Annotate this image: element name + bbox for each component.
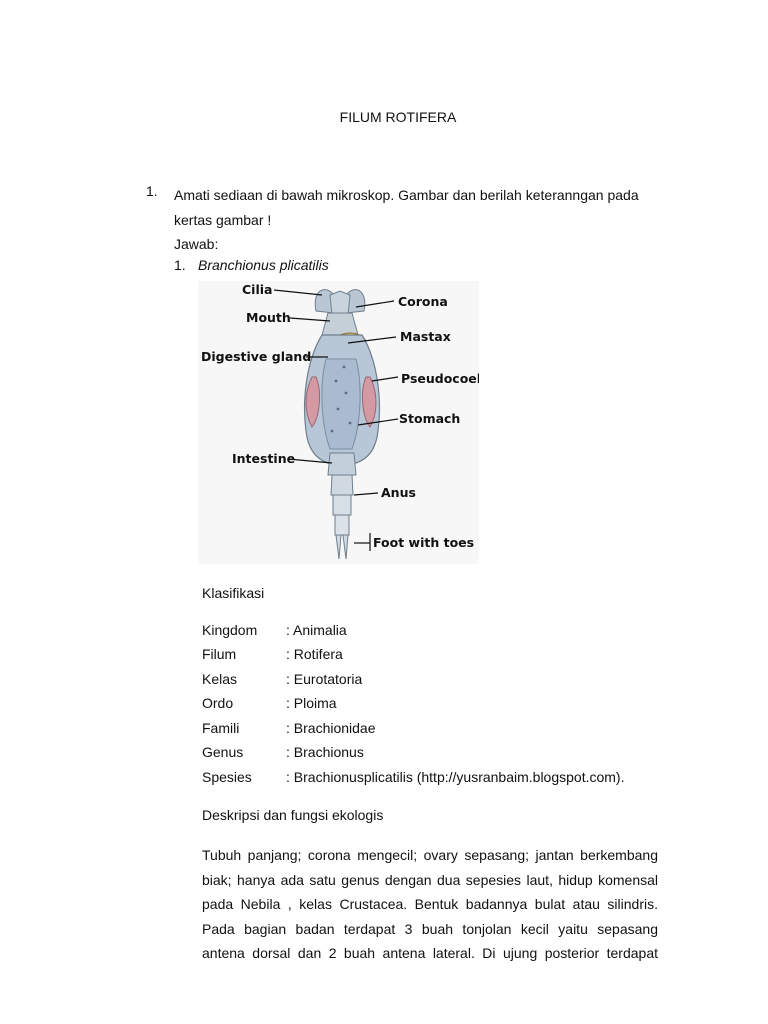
classification-value: : Eurotatoria — [286, 671, 363, 687]
label-mouth: Mouth — [246, 310, 291, 325]
label-mastax: Mastax — [400, 329, 451, 344]
classification-heading: Klasifikasi — [202, 585, 265, 601]
classification-row — [202, 720, 376, 737]
classification-value: : Ploima — [286, 695, 337, 711]
classification-key: Kingdom — [202, 622, 258, 638]
classification-key: Kelas — [202, 671, 238, 687]
description-line: biak; hanya ada satu genus dengan dua sepesies laut, hidup komensal — [202, 871, 658, 888]
page-title: FILUM ROTIFERA — [339, 109, 457, 125]
label-corona: Corona — [398, 294, 448, 309]
classification-key: Filum — [202, 646, 237, 662]
label-intestine: Intestine — [232, 451, 296, 466]
description-line: pada Nebila , kelas Crustacea. Bentuk badannya bulat atau silindris. — [202, 896, 658, 912]
answer-label: Jawab: — [174, 236, 219, 252]
classification-value: : Brachionusplicatilis (http://yusranbaim.blogspot.com). — [286, 769, 625, 785]
classification-row — [202, 646, 343, 663]
classification-row — [202, 695, 337, 712]
description-line: antena dorsal dan 2 buah antena lateral. Di ujung posterior terdapat — [202, 945, 658, 961]
classification-key: Ordo — [202, 695, 234, 711]
description-line: Pada bagian badan terdapat 3 buah tonjolan kecil yaitu sepasang — [202, 920, 658, 937]
label-cilia: Cilia — [242, 282, 273, 297]
classification-key: Genus — [202, 744, 244, 760]
classification-row — [202, 622, 347, 639]
label-foot-with-toes: Foot with toes — [373, 535, 475, 550]
classification-value: : Animalia — [286, 622, 347, 638]
label-digestive-gland: Digestive gland — [201, 349, 312, 364]
question-number: 1. — [146, 183, 158, 199]
label-anus: Anus — [381, 485, 416, 500]
classification-value: : Rotifera — [286, 646, 343, 662]
question-line-1: Amati sediaan di bawah mikroskop. Gambar dan berilah keteranngan pada — [174, 187, 639, 203]
question-line-2: kertas gambar ! — [174, 211, 272, 228]
description-line: Tubuh panjang; corona mengecil; ovary sepasang; jantan berkembang — [202, 847, 658, 863]
item-number: 1. — [174, 257, 186, 273]
classification-row — [202, 769, 624, 786]
question-text — [174, 183, 658, 257]
classification-row — [202, 671, 362, 688]
label-stomach: Stomach — [399, 411, 461, 426]
species-name: Branchionus plicatilis — [198, 257, 329, 273]
description-heading: Deskripsi dan fungsi ekologis — [202, 807, 384, 823]
rotifer-diagram — [198, 281, 479, 564]
label-pseudocoel: Pseudocoel — [401, 371, 479, 386]
classification-value: : Brachionidae — [286, 720, 376, 736]
classification-value: : Brachionus — [286, 744, 364, 760]
classification-key: Famili — [202, 720, 240, 736]
classification-row — [202, 744, 364, 761]
description-paragraph — [202, 843, 658, 966]
classification-key: Spesies — [202, 769, 252, 785]
